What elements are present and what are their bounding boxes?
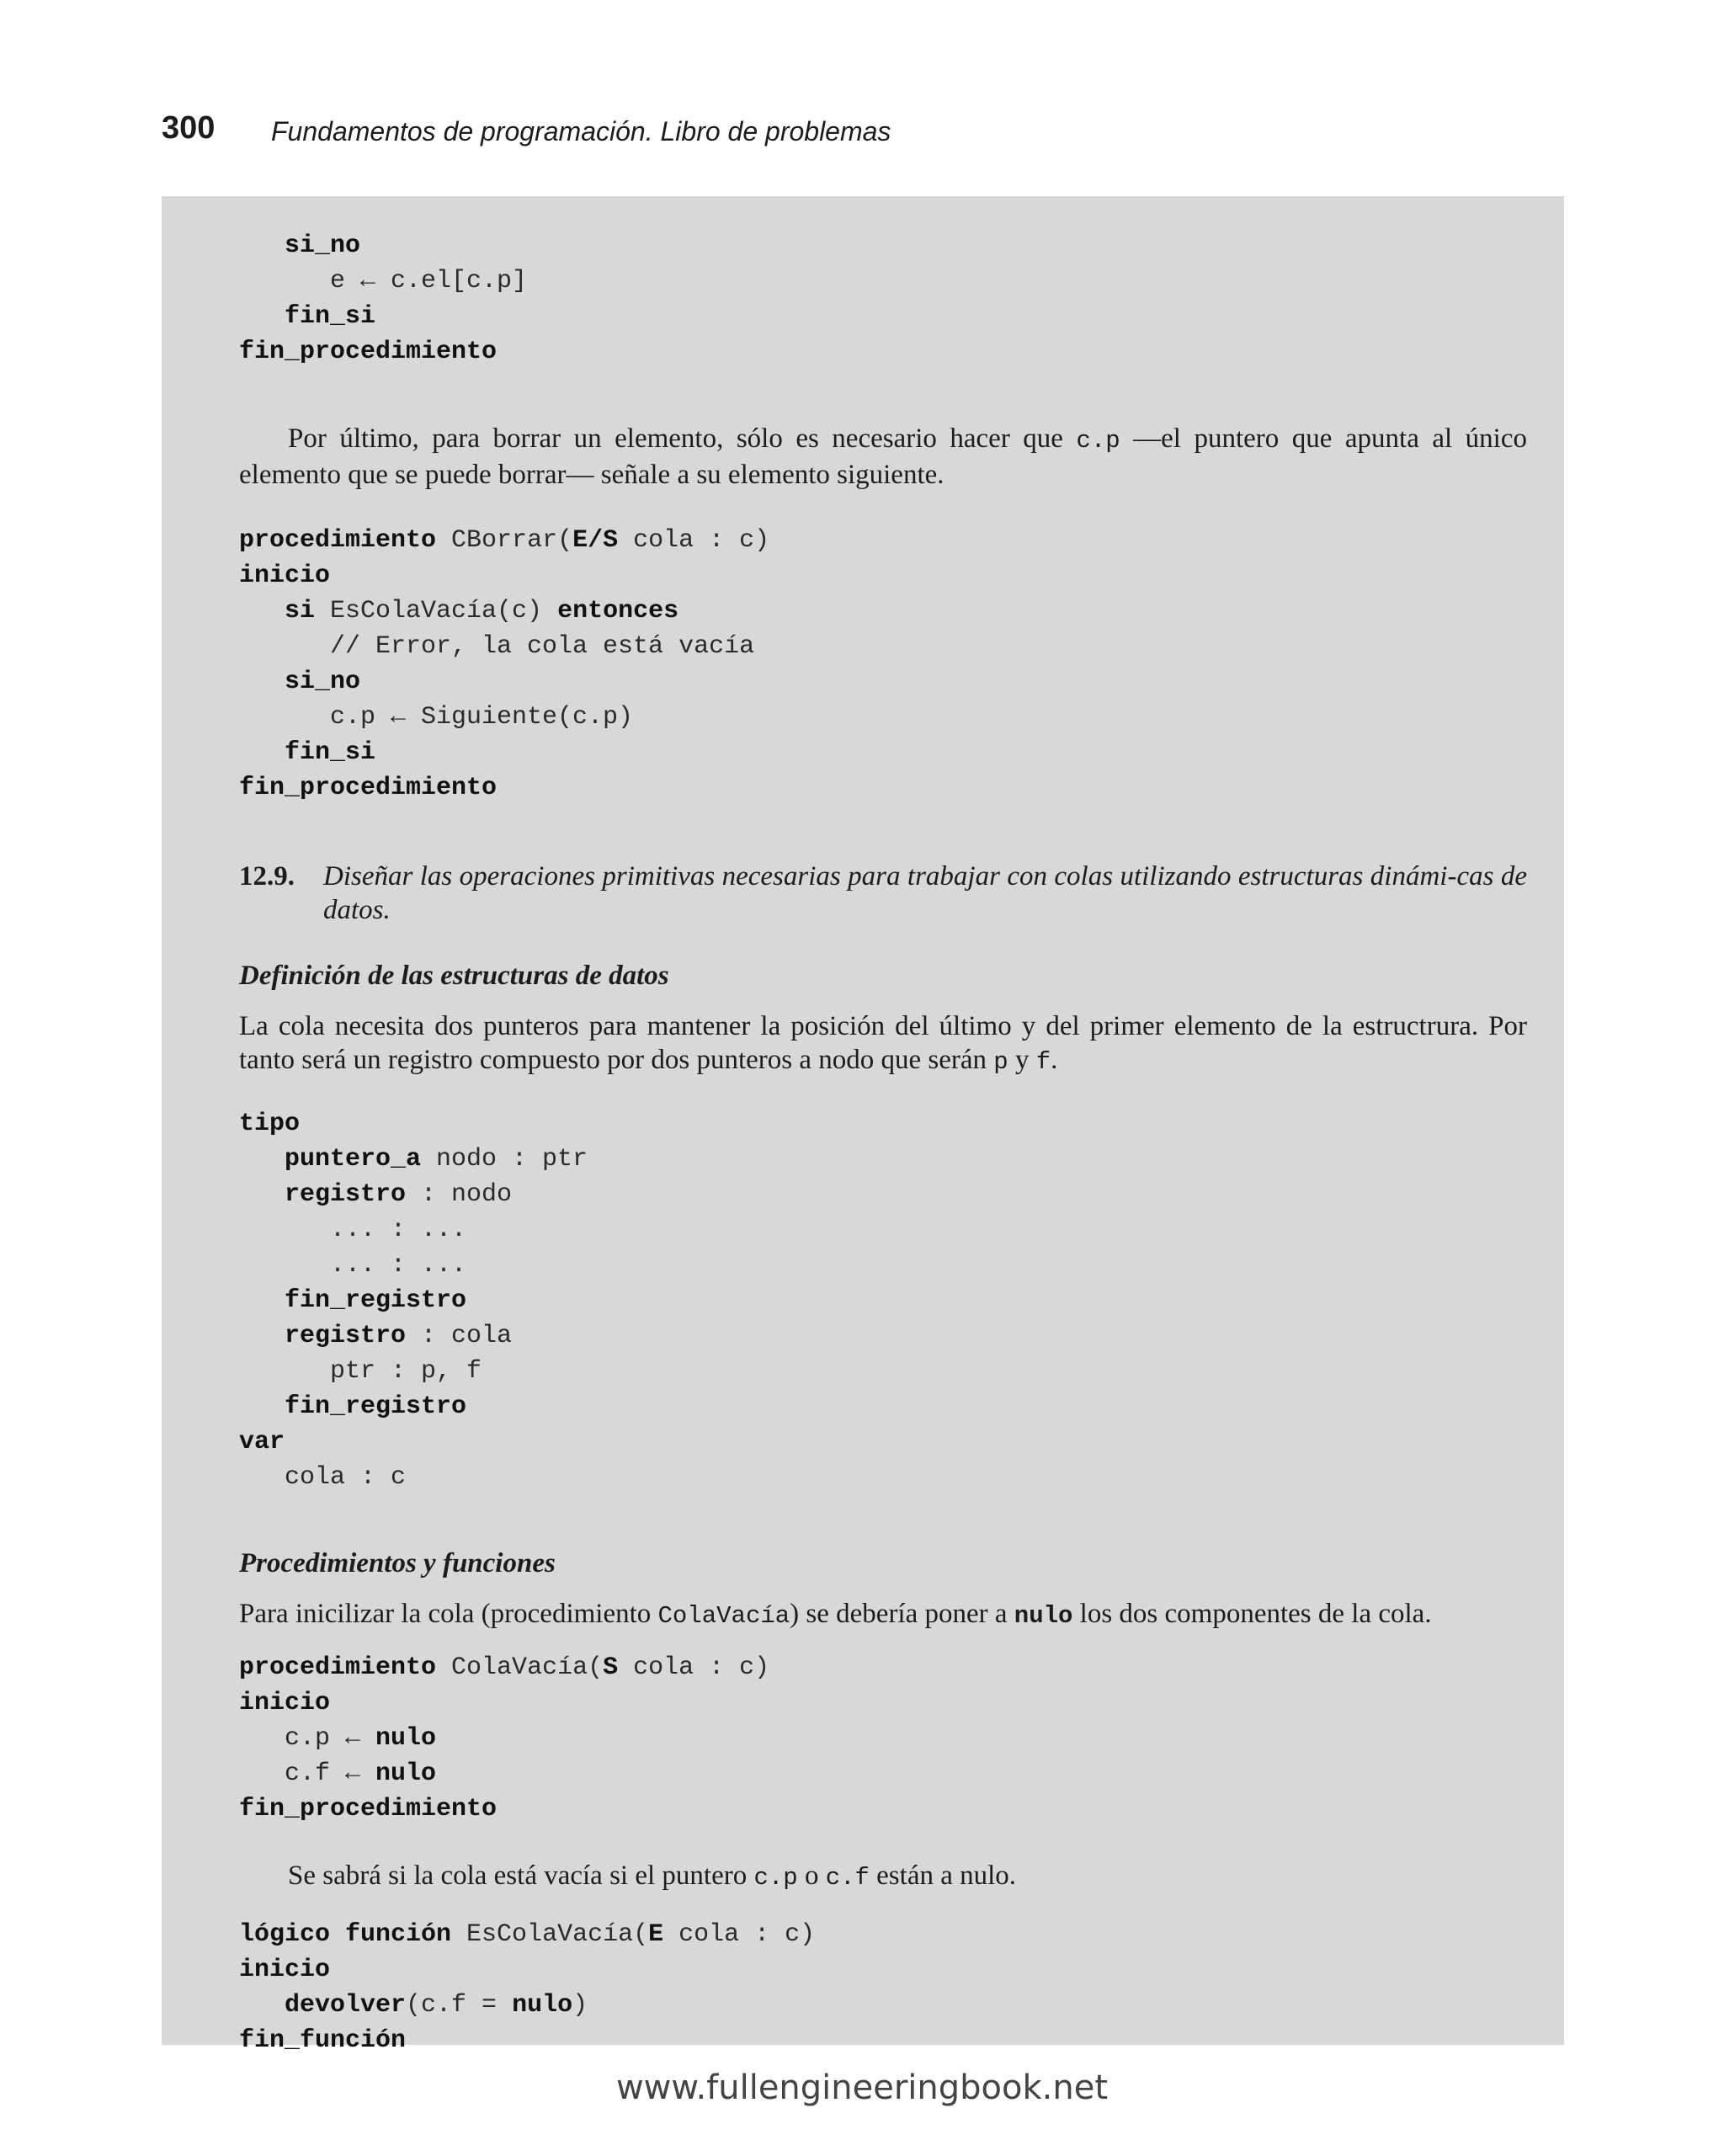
paragraph-text: ) se debería poner a bbox=[790, 1599, 1014, 1629]
paragraph bbox=[239, 1597, 1527, 1633]
code-line bbox=[285, 735, 375, 770]
paragraph-text: y bbox=[1008, 1045, 1036, 1075]
code-line bbox=[285, 1142, 588, 1177]
code-keyword: fin_registro bbox=[285, 1392, 467, 1421]
code-line bbox=[285, 1283, 466, 1318]
code-text: cola : c bbox=[285, 1463, 407, 1492]
code-line bbox=[285, 1177, 512, 1212]
inline-code: f bbox=[1035, 1048, 1051, 1076]
code-line bbox=[285, 228, 360, 264]
code-keyword: nulo bbox=[375, 1724, 437, 1753]
code-text: EsColaVacía(c) bbox=[315, 597, 558, 626]
code-text: ... : ... bbox=[330, 1251, 467, 1280]
code-line bbox=[239, 1106, 300, 1142]
paragraph bbox=[239, 1859, 1527, 1895]
code-keyword: E bbox=[648, 1920, 664, 1949]
problem-number: 12.9. bbox=[239, 861, 295, 892]
code-keyword: inicio bbox=[239, 562, 331, 590]
code-keyword: fin_procedimiento bbox=[239, 774, 498, 802]
code-keyword: procedimiento bbox=[239, 526, 437, 555]
code-line bbox=[285, 1756, 436, 1791]
code-text: // Error, la cola está vacía bbox=[330, 632, 755, 661]
inline-code: c.f bbox=[825, 1864, 870, 1892]
code-text: c.p ← Siguiente(c.p) bbox=[330, 703, 634, 732]
code-keyword: entonces bbox=[557, 597, 679, 626]
code-line bbox=[330, 1354, 482, 1389]
code-line bbox=[285, 1988, 588, 2023]
code-keyword: fin_si bbox=[285, 302, 376, 331]
code-text: e ← c.el[c.p] bbox=[330, 267, 528, 295]
code-line bbox=[239, 1424, 285, 1460]
code-text: nodo : ptr bbox=[421, 1145, 588, 1174]
section-heading: Procedimientos y funciones bbox=[239, 1548, 556, 1578]
code-line bbox=[330, 629, 754, 664]
code-keyword: si bbox=[285, 597, 316, 626]
code-line bbox=[330, 1212, 466, 1248]
problem-text: Diseñar las operaciones primitivas necesarias para trabajar con colas utilizando estructuras dinámi-cas de datos. bbox=[323, 861, 1527, 925]
code-line bbox=[239, 558, 330, 594]
page-number: 300 bbox=[162, 110, 216, 146]
footer-url: www.fullengineeringbook.net bbox=[615, 2068, 1109, 2107]
code-line bbox=[239, 334, 497, 370]
code-line bbox=[239, 1952, 330, 1988]
code-keyword: si_no bbox=[285, 232, 361, 260]
code-keyword: fin_registro bbox=[285, 1286, 467, 1315]
code-line bbox=[285, 299, 375, 334]
inline-code: c.p bbox=[753, 1864, 798, 1892]
paragraph bbox=[239, 1009, 1527, 1079]
code-line bbox=[285, 1389, 466, 1424]
paragraph-text: o bbox=[797, 1861, 826, 1891]
code-line bbox=[239, 523, 769, 558]
paragraph-text: Se sabrá si la cola está vacía si el puntero bbox=[288, 1861, 754, 1891]
code-text: : nodo bbox=[406, 1180, 513, 1209]
code-line bbox=[330, 264, 527, 299]
code-text: : cola bbox=[406, 1322, 513, 1350]
paragraph-text: Por último, para borrar un elemento, sólo es necesario hacer que bbox=[288, 423, 1077, 454]
code-text: c.p ← bbox=[285, 1724, 376, 1753]
code-keyword: puntero_a bbox=[285, 1145, 422, 1174]
code-line bbox=[239, 1917, 815, 1952]
code-keyword: procedimiento bbox=[239, 1653, 437, 1682]
code-line bbox=[330, 1248, 466, 1283]
code-keyword: registro bbox=[285, 1180, 407, 1209]
code-keyword: lógico función bbox=[239, 1920, 452, 1949]
code-text: cola : c) bbox=[618, 526, 770, 555]
code-line bbox=[330, 700, 633, 735]
code-text: CBorrar( bbox=[436, 526, 573, 555]
paragraph-text: están a nulo. bbox=[869, 1861, 1017, 1891]
code-text: cola : c) bbox=[663, 1920, 816, 1949]
paragraph-text: . bbox=[1051, 1045, 1058, 1075]
code-line bbox=[239, 1650, 769, 1685]
code-line bbox=[285, 1460, 406, 1495]
code-keyword: fin_procedimiento bbox=[239, 338, 498, 366]
code-line bbox=[285, 1721, 436, 1756]
code-line bbox=[239, 770, 497, 806]
code-line bbox=[285, 594, 678, 629]
book-title: Fundamentos de programación. Libro de problemas bbox=[271, 116, 891, 146]
code-line bbox=[285, 1318, 512, 1354]
code-keyword: tipo bbox=[239, 1110, 301, 1138]
code-line bbox=[239, 1685, 330, 1721]
code-keyword: inicio bbox=[239, 1689, 331, 1717]
code-text: ) bbox=[572, 1991, 588, 2020]
paragraph-text: —el puntero que apunta al único elemento que se puede borrar— señale a su elemento siguiente. bbox=[239, 423, 1527, 490]
code-text: ColaVacía( bbox=[436, 1653, 604, 1682]
code-line bbox=[239, 1791, 497, 1827]
code-keyword: E/S bbox=[572, 526, 619, 555]
code-line bbox=[239, 2023, 406, 2058]
paragraph-text: los dos componentes de la cola. bbox=[1072, 1599, 1432, 1629]
code-text: ... : ... bbox=[330, 1216, 467, 1244]
code-keyword: S bbox=[603, 1653, 619, 1682]
code-keyword: fin_procedimiento bbox=[239, 1795, 498, 1823]
code-text: c.f ← bbox=[285, 1759, 376, 1788]
code-keyword: nulo bbox=[375, 1759, 437, 1788]
inline-code: ColaVacía bbox=[657, 1602, 790, 1630]
code-text: cola : c) bbox=[618, 1653, 770, 1682]
code-keyword: fin_si bbox=[285, 738, 376, 767]
code-keyword: devolver bbox=[285, 1991, 407, 2020]
content-panel bbox=[162, 196, 1564, 2055]
code-keyword: nulo bbox=[512, 1991, 573, 2020]
code-keyword: inicio bbox=[239, 1956, 331, 1984]
code-keyword: var bbox=[239, 1428, 285, 1456]
inline-code: nulo bbox=[1014, 1602, 1073, 1630]
inline-code: c.p bbox=[1076, 427, 1120, 455]
inline-code: p bbox=[993, 1048, 1008, 1076]
code-text: (c.f = bbox=[406, 1991, 513, 2020]
code-text: EsColaVacía( bbox=[451, 1920, 649, 1949]
paragraph-text: Para inicilizar la cola (procedimiento bbox=[239, 1599, 658, 1629]
section-heading: Definición de las estructuras de datos bbox=[239, 961, 669, 991]
paragraph bbox=[239, 422, 1527, 492]
paragraph-text: La cola necesita dos punteros para mantener la posición del último y del primer elemento de la estructrura. Por tanto será un registro compuesto por dos punteros a nodo que serán bbox=[239, 1011, 1527, 1075]
code-keyword: registro bbox=[285, 1322, 407, 1350]
code-text: ptr : p, f bbox=[330, 1357, 482, 1386]
code-line bbox=[285, 664, 360, 700]
code-keyword: fin_función bbox=[239, 2026, 407, 2055]
code-keyword: si_no bbox=[285, 668, 361, 696]
